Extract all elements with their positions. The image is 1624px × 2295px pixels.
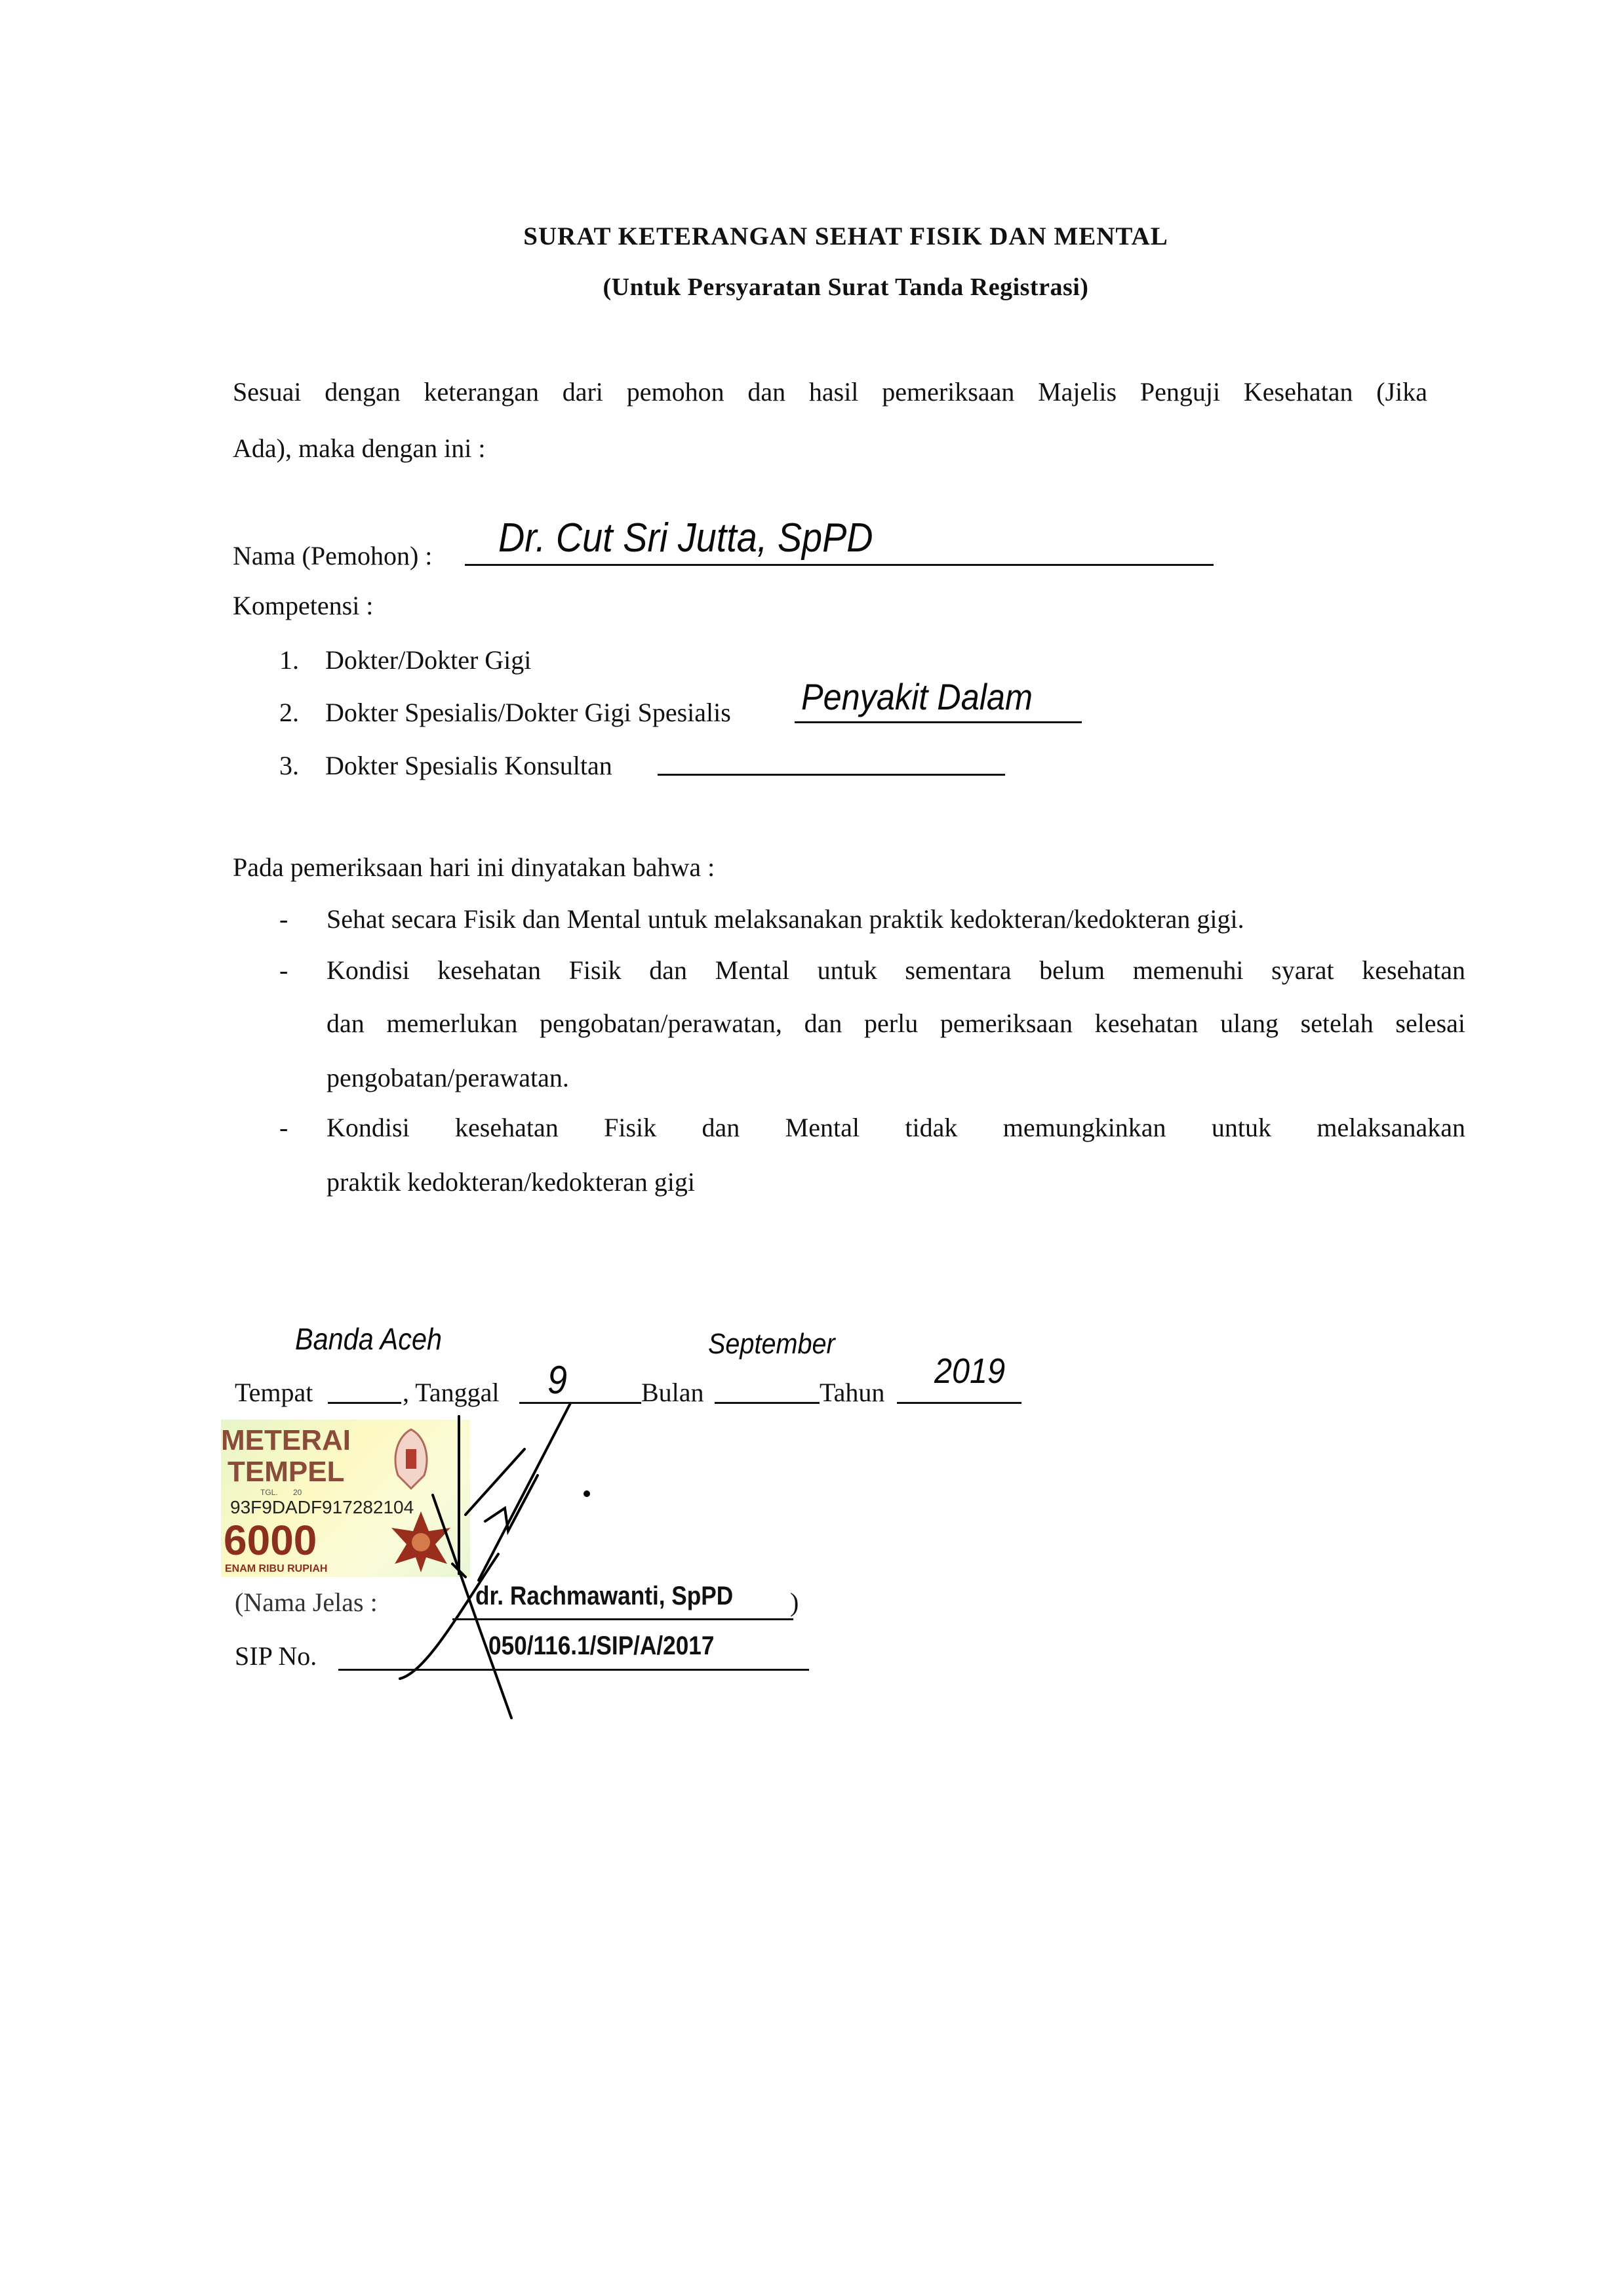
place-line [328, 1402, 401, 1404]
day-label: , Tanggal [403, 1378, 500, 1407]
finding-dash-2: - [279, 955, 288, 985]
sip-line [338, 1669, 809, 1671]
year-value: 2019 [934, 1351, 1006, 1391]
finding-1-line-1: Sehat secara Fisik dan Mental untuk melaksanakan praktik kedokteran/kedokteran gigi. [327, 904, 1244, 934]
findings-intro: Pada pemeriksaan hari ini dinyatakan bahwa : [233, 852, 715, 882]
close-paren: ) [790, 1587, 799, 1617]
day-line [519, 1402, 641, 1404]
stamp-amount: 6000 [224, 1517, 317, 1564]
stamp-amount-words: ENAM RIBU RUPIAH [225, 1563, 328, 1574]
month-line [715, 1402, 820, 1404]
day-value: 9 [547, 1358, 568, 1402]
signatory-name-line [452, 1618, 793, 1620]
stamp-line-2: TEMPEL [228, 1456, 345, 1488]
competence-label-3: Dokter Spesialis Konsultan [325, 751, 612, 780]
name-field-line [465, 564, 1214, 566]
document-subtitle: (Untuk Persyaratan Surat Tanda Registrasi) [603, 273, 1089, 301]
place-value: Banda Aceh [295, 1322, 443, 1356]
signature-icon [393, 1397, 669, 1725]
stamp-serial: 93F9DADF917282104 [230, 1497, 414, 1517]
finding-2-line-2: dan memerlukan pengobatan/perawatan, dan perlu pemeriksaan kesehatan ulang setelah selesai [327, 1008, 1465, 1038]
month-label: Bulan [641, 1378, 704, 1407]
intro-line-2: Ada), maka dengan ini : [233, 433, 486, 463]
year-label: Tahun [820, 1378, 885, 1407]
year-line [897, 1402, 1021, 1404]
intro-line-1: Sesuai dengan keterangan dari pemohon dan hasil pemeriksaan Majelis Penguji Kesehatan (Jika [233, 377, 1427, 407]
sip-number: 050/116.1/SIP/A/2017 [488, 1631, 715, 1660]
place-label: Tempat [235, 1378, 313, 1407]
clear-name-label: (Nama Jelas : [235, 1587, 378, 1617]
competence-label: Kompetensi : [233, 591, 374, 620]
finding-2-line-3: pengobatan/perawatan. [327, 1063, 569, 1092]
month-value: September [708, 1328, 835, 1360]
competence-num-3: 3. [279, 751, 299, 780]
document-title: SURAT KETERANGAN SEHAT FISIK DAN MENTAL [523, 222, 1168, 250]
stamp-line-1: METERAI [221, 1424, 351, 1456]
finding-3-line-1: Kondisi kesehatan Fisik dan Mental tidak memungkinkan untuk melaksanakan [327, 1113, 1465, 1142]
name-label: Nama (Pemohon) : [233, 541, 433, 570]
competence-label-2: Dokter Spesialis/Dokter Gigi Spesialis [325, 698, 731, 727]
signatory-name: dr. Rachmawanti, SpPD [475, 1582, 734, 1610]
finding-2-line-1: Kondisi kesehatan Fisik dan Mental untuk sementara belum memenuhi syarat kesehatan [327, 955, 1465, 985]
competence-label-1: Dokter/Dokter Gigi [325, 645, 532, 675]
specialist-field-value: Penyakit Dalam [801, 676, 1033, 717]
competence-num-1: 1. [279, 645, 299, 675]
finding-3-line-2: praktik kedokteran/kedokteran gigi [327, 1167, 696, 1197]
stamp-tgl: TGL. [260, 1488, 278, 1497]
name-field-value: Dr. Cut Sri Jutta, SpPD [498, 515, 873, 561]
competence-num-2: 2. [279, 698, 299, 727]
finding-dash-3: - [279, 1113, 288, 1142]
stamp-year: 20 [293, 1488, 302, 1497]
consultant-field-line [658, 774, 1005, 776]
sip-label: SIP No. [235, 1641, 317, 1671]
specialist-field-line [795, 721, 1082, 723]
finding-dash-1: - [279, 904, 288, 934]
